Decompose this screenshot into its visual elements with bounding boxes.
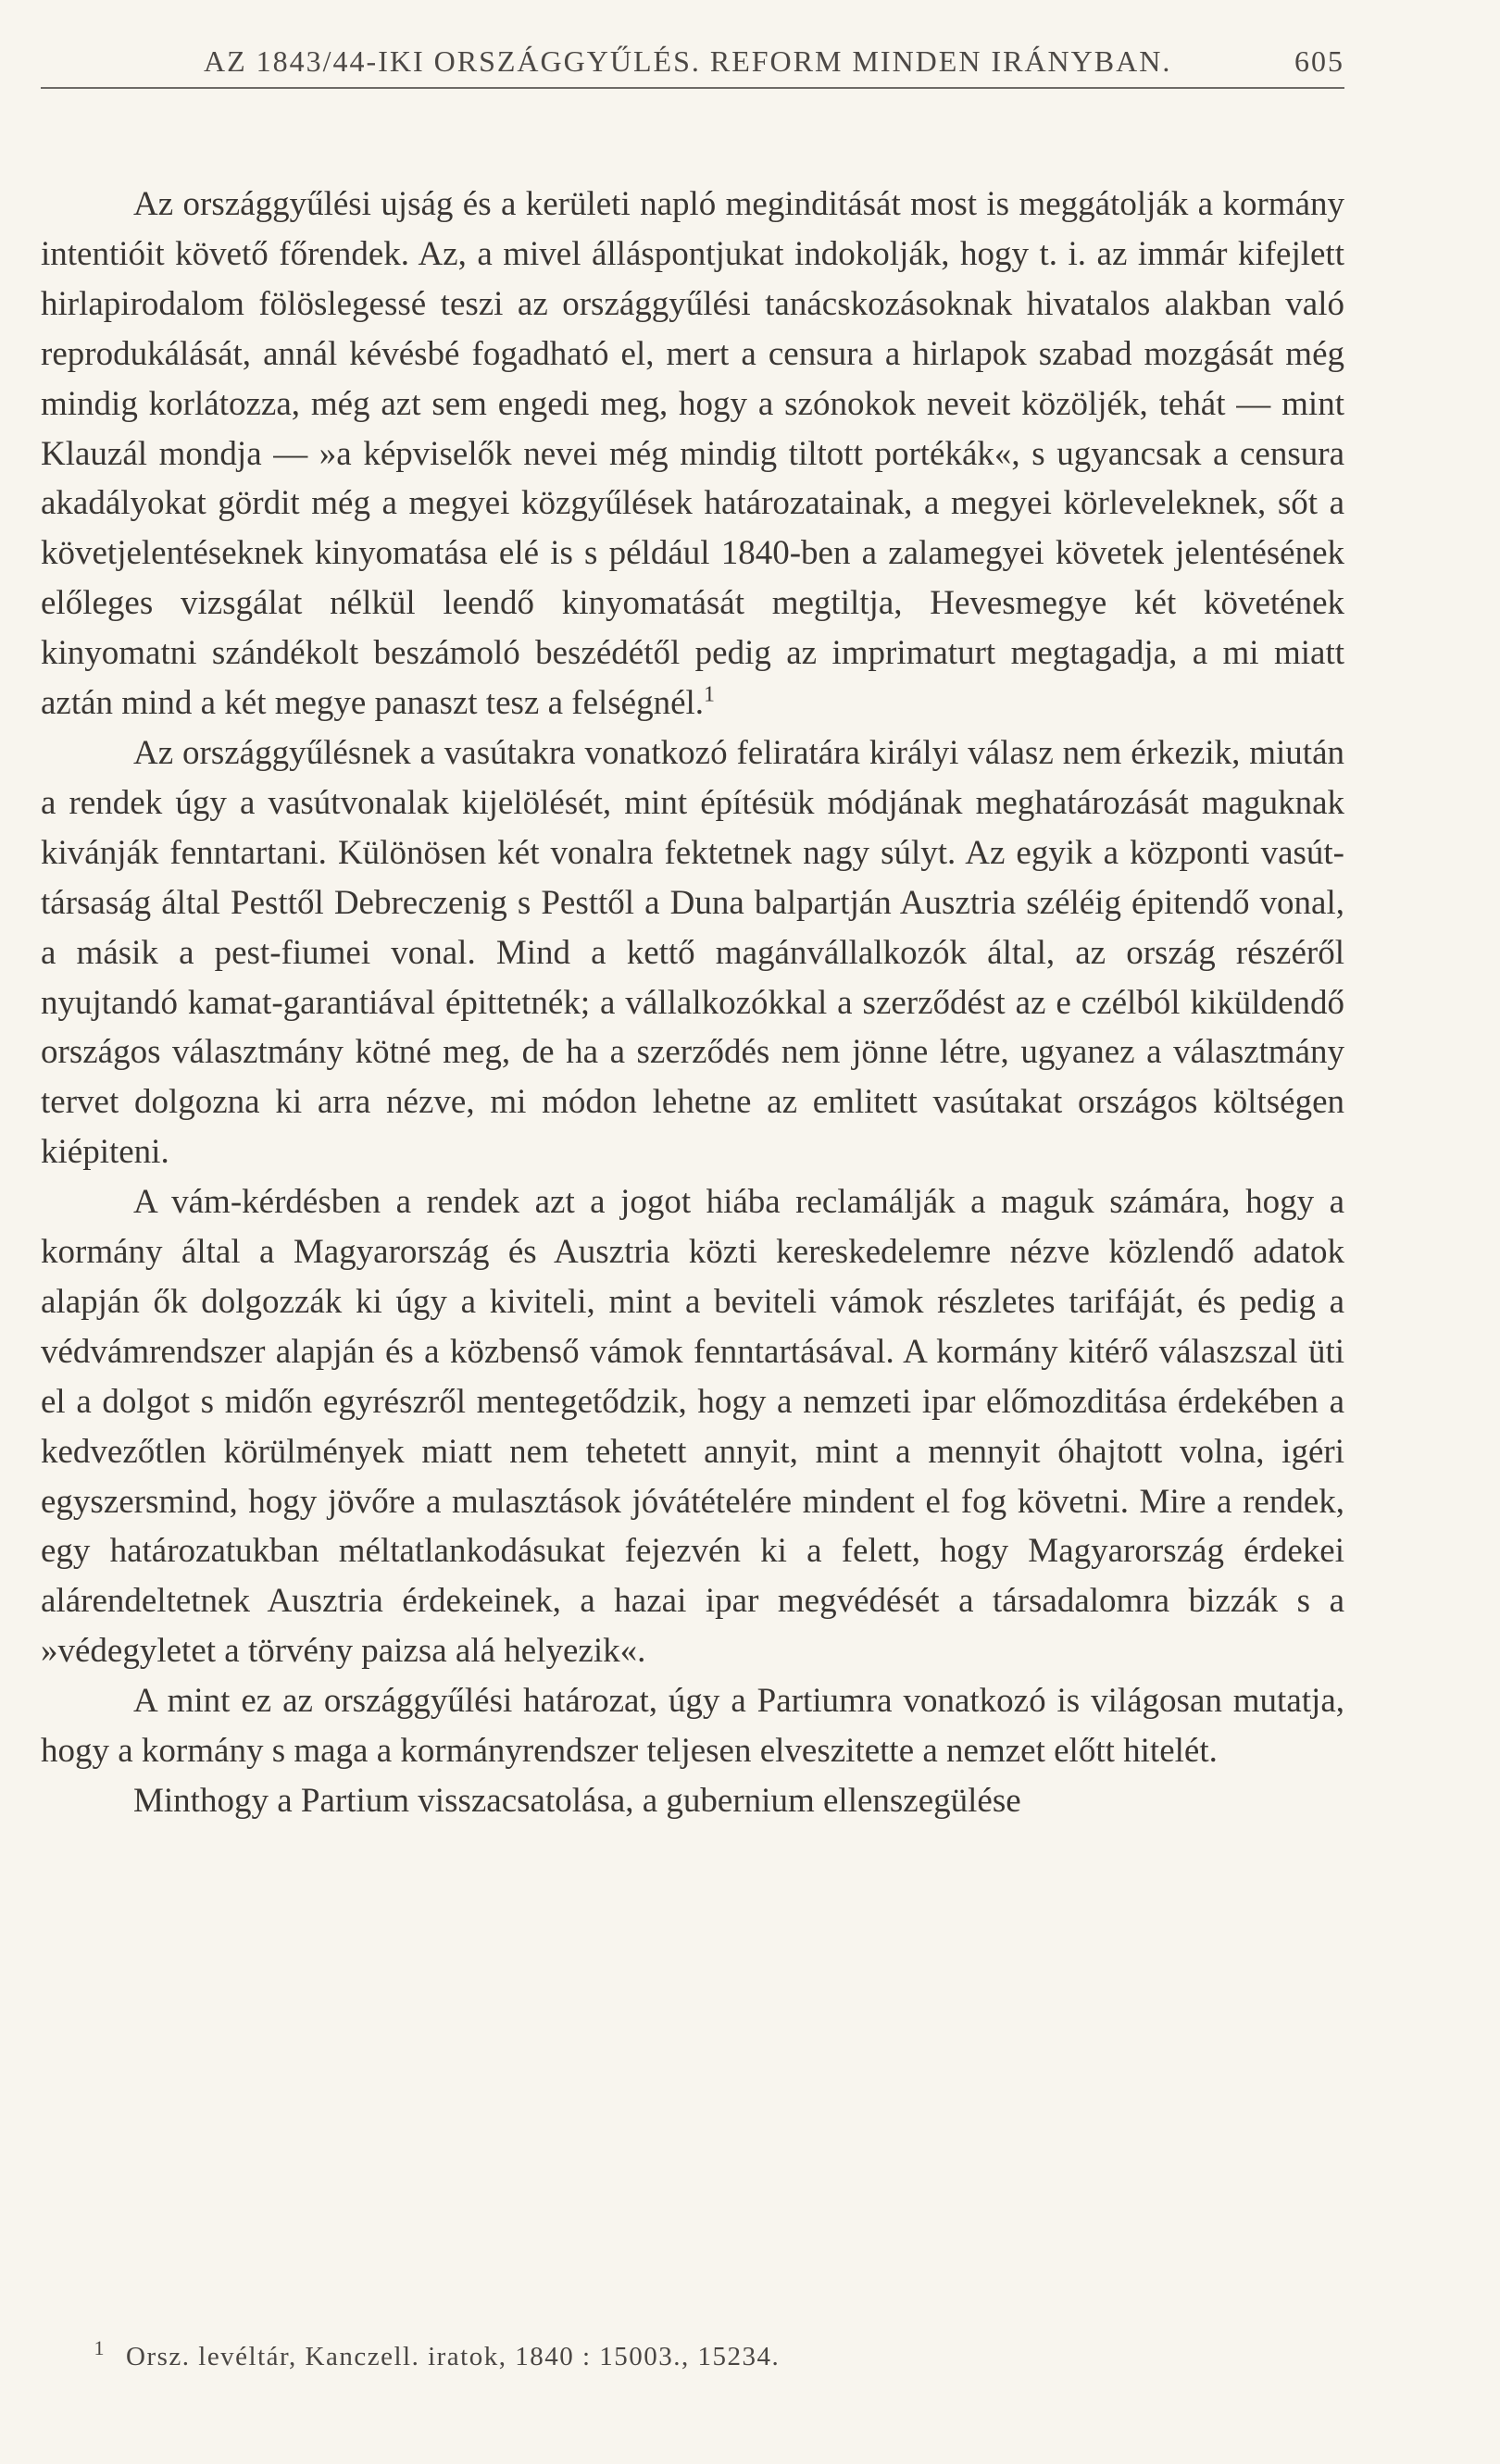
page-header [41,28,1344,89]
book-page [41,28,1344,1826]
paragraph: A vám-kérdésben a rendek azt a jogot hiába reclamálják a maguk számára, hogy a kormány által a Magyarország és Ausztria közti kereskedelemre nézve közlendő adatok alapján ők dolgozzák ki úgy a kiviteli, mint a beviteli vámok részletes tarifáját, és pedig a védvámrendszer alapján és a közbenső vámok fenntartásával. A kormány kitérő válaszszal üti el a dolgot s midőn egyrészről mentegetődzik, hogy a nemzeti ipar előmozditása érdekében a kedvezőtlen körülmények miatt nem tehetett annyit, mint a mennyit óhajtott volna, igéri egyszersmind, hogy jövőre a mulasztások jóvátételére mindent el fog követni. Mire a rendek, egy határozatukban méltatlankodásukat fejezvén ki a felett, hogy Magyarország érdekei alárendeltetnek Ausztria érdekeinek, a hazai ipar megvédését a társadalomra bizzák s a »védegyletet a törvény paizsa alá helyezik«. [41,1183,1344,1671]
page-number: 605 [1294,44,1344,78]
footnote-area: 1 Orsz. levéltár, Kanczell. iratok, 1840 : 15003., 15234. [94,2336,781,2371]
running-title: AZ 1843/44-IKI ORSZÁGGYŰLÉS. REFORM MINDEN IRÁNYBAN. [204,44,1172,78]
body-text [41,180,1344,1826]
paragraph: Minthogy a Partium visszacsatolása, a gubernium ellenszegülése [133,1782,1021,1820]
paragraph: Az országgyűlési ujság és a kerületi napló meginditását most is meggátolják a kormány intentióit követő főrendek. Az, a mivel álláspontjukat indokolják, hogy t. i. az immár kifejlett hirlapirodalom fölöslegessé teszi az országgyűlési tanácskozásoknak hivatalos alakban való reprodukálását, annál kévésbé fogadható el, mert a censura a hirlapok szabad mozgását még mindig korlátozza, még azt sem engedi meg, hogy a szónokok neveit közöljék, tehát — mint Klauzál mondja — »a képviselők nevei még mindig tiltott portékák«, s ugyancsak a censura akadályokat gördit még a megyei közgyűlések határozatainak, a megyei körleveleknek, sőt a követjelentéseknek kinyomatása elé is s például 1840-ben a zalamegyei követek jelentésének előleges vizsgálat nélkül leendő kinyomatását megtiltja, Hevesmegye két követének kinyomatni szándékolt beszámoló beszédétől pedig az imprimaturt megtagadja, a mi miatt aztán mind a két megye panaszt tesz a felségnél.$^1$ [41,185,1344,723]
paragraph: A mint ez az országgyűlési határozat, úgy a Partiumra vonatkozó is világosan mutatja, hogy a kormány s maga a kormányrendszer teljesen elveszitette a nemzet előtt hitelét. [41,1682,1344,1771]
footnote-text: Orsz. levéltár, Kanczell. iratok, 1840 : 15003., 15234. [126,2342,781,2371]
footnote-reference: 1 [704,682,716,707]
paragraph: Az országgyűlésnek a vasútakra vonatkozó feliratára királyi válasz nem érkezik, miután a rendek úgy a vasútvonalak kijelölését, mint építésük módjának meghatározását maguknak kivánják fenntartani. Különösen két vonalra fektetnek nagy súlyt. Az egyik a központi vasút-társaság által Pesttől Debreczenig s Pesttől a Duna balpartján Ausztria széléig épitendő vonal, a másik a pest-fiumei vonal. Mind a kettő magánvállalkozók által, az ország részéről nyujtandó kamat-garantiával épittetnék; a vállalkozókkal a szerződést az e czélból kiküldendő országos választmány kötné meg, de ha a szerződés nem jönne létre, ugyanez a választmány tervet dolgozna ki arra nézve, mi módon lehetne az emlitett vasútakat országos költségen kiépiteni. [41,733,1344,1172]
